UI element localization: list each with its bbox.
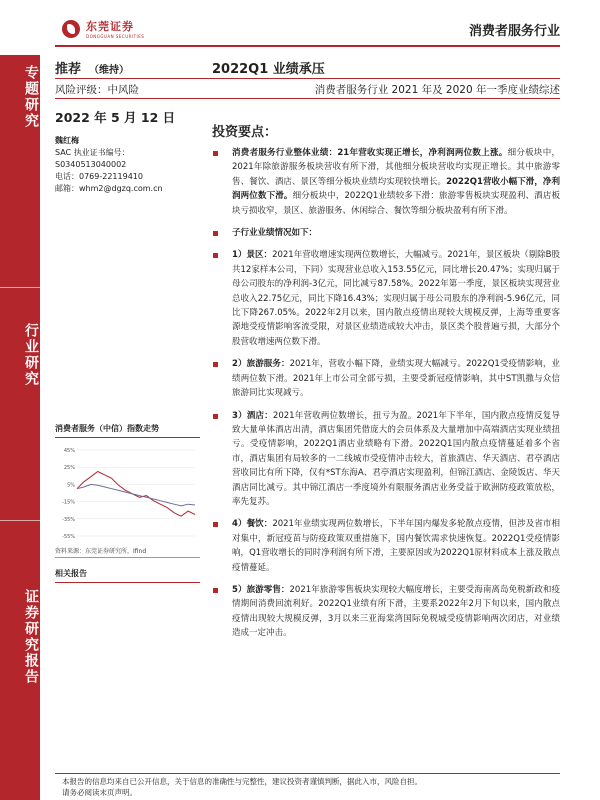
title-divider [55, 78, 560, 79]
y-tick-label: -15% [62, 499, 75, 506]
band-label-industry: 行业研究 [23, 323, 39, 387]
investment-points [212, 146, 560, 649]
report-date: 2022 年 5 月 12 日 [55, 110, 176, 125]
side-band [0, 55, 40, 800]
band-separator [0, 520, 40, 521]
sub-industry-title: 子行业业绩情况如下： [232, 228, 318, 239]
summary-text: 细分板块中，2021年除旅游服务板块营收有所下滑，其他细分板块营收均实现正增长。其中旅游零售、餐饮、酒店、景区等细分板块业绩均实现较快增长。 [232, 148, 560, 187]
analyst-email[interactable]: 邮箱：whm2@dgzq.com.cn [55, 184, 163, 193]
travel-retail-paragraph [212, 583, 560, 641]
hotel-paragraph [212, 409, 560, 510]
catering-text: 2021年业绩实现两位数增长，下半年国内爆发多轮散点疫情，但涉及省市相对集中，新冠疫苗与防疫政策双重措施下，国内餐饮需求快速恢复。2022Q1受疫情影响，Q1营收增长的同时净利润有所下滑，主要原因或为2022Q1原材料成本上涨及散点疫情蔓延。 [232, 519, 560, 573]
band-label-special: 专题研究 [23, 65, 39, 129]
company-logo [62, 18, 144, 39]
index-chart [55, 423, 200, 558]
disclaimer-note: 请务必阅读末页声明。 [62, 788, 137, 797]
chart-source: 资料来源：东莞证券研究所，Ifind [55, 546, 200, 558]
catering-label: 4）餐饮： [232, 519, 273, 530]
rating-status: （维持） [89, 65, 130, 76]
footer-divider [55, 773, 560, 774]
y-tick-label: -55% [62, 534, 75, 540]
cert-label: SAC 执业证书编号： [55, 148, 130, 157]
band-separator [0, 287, 40, 288]
travel-retail-text: 2021年旅游零售板块实现较大幅度增长，主要受海南离岛免税新政和疫情期间消费回流利好。2022Q1业绩有所下滑，主要系2022年2月下旬以来，国内散点疫情出现较大规模反弹，3月以来三亚海棠湾国际免税城受疫情影响两次闭店，对业绩造成一定冲击。 [232, 584, 561, 639]
chart-title: 消费者服务（中信）指数走势 [55, 423, 200, 438]
risk-rating: 风险评级：中风险 [55, 84, 139, 96]
travel-service-paragraph [212, 357, 560, 400]
y-tick-label: 5% [67, 482, 75, 489]
y-tick-label: 45% [63, 448, 75, 454]
logo-icon [62, 20, 80, 38]
report-subtitle: 消费者服务行业 2021 年及 2020 年一季度业绩综述 [314, 84, 560, 96]
index-chart-plot [55, 444, 200, 544]
summary-paragraph [212, 146, 560, 218]
report-title: 2022Q1 业绩承压 [212, 62, 325, 77]
hotel-text: 2021年营收两位数增长，扭亏为盈。2021年下半年，国内散点疫情反复导致大量单体酒店出清，酒店集团凭借庞大的会员体系及大量增加中高端酒店实现业绩扭亏。受疫情影响，2022Q1酒店业绩略有下滑。2022Q1国内散点疫情蔓延着多个省市，酒店集团有局较多的一二线城市受疫情冲击较大，首旅酒店、华天酒店、君亭酒店营收同比有所下降，仅有*ST东海A、君亭酒店实现盈利，但锦江酒店、金陵饭店、华天酒店同比减亏。其中锦江酒店一季度境外有限服务酒店业务受益于欧洲防疫政策放松，率先复苏。 [232, 410, 560, 507]
summary-headline-q1: 2022Q1营收小幅下滑，净利润两位数下滑。 [232, 176, 560, 202]
hotel-label: 3）酒店： [232, 410, 273, 421]
related-reports-heading: 相关报告 [55, 568, 200, 583]
subtitle-divider [55, 98, 560, 99]
header-divider [55, 45, 560, 47]
series-line [77, 472, 195, 517]
header-industry: 消费者服务行业 [468, 24, 560, 39]
disclaimer-text: 本报告的信息均来自已公开信息，关于信息的准确性与完整性，建议投资者谨慎判断，据此入市，风险自担。 [62, 777, 422, 786]
investment-points-title: 投资要点： [212, 125, 278, 140]
cert-number: S0340513040002 [55, 160, 127, 169]
rating [55, 58, 129, 77]
analyst-name: 魏红梅 [55, 136, 79, 145]
scenic-text: 2021年营收增速实现两位数增长，大幅减亏。2021年，景区板块（剔除B股共12家样本公司，下同）实现营业总收入153.55亿元，同比增长20.47%；实现归属于母公司股东的净利润-3亿元，同比减亏87.58%。2022年第一季度，景区板块实现营业总收入22.75亿元，同比下降16.43%；实现归属于母公司股东的净利润-5.96亿元，同比下降267.05%。2022年2月以来，国内散点疫情出现较大规模反弹，上海等重要客源地受疫情影响客流受限，对景区业绩造成较大冲击，景区类个股普遍亏损，大部分个股营收增速两位数下滑。 [232, 250, 560, 347]
travel-retail-label: 5）旅游零售： [232, 584, 290, 595]
scenic-label: 1）景区： [232, 250, 273, 261]
travel-service-label: 2）旅游服务： [232, 359, 290, 370]
rating-label: 推荐 [55, 62, 82, 77]
travel-service-text: 2021年，营收小幅下降，业绩实现大幅减亏。2022Q1受疫情影响，业绩两位数下滑。2021年上市公司全部亏损，主要受新冠疫情影响，其中ST凯撒与众信旅游同比实现减亏。 [232, 359, 560, 399]
y-tick-label: -35% [62, 516, 75, 523]
y-tick-label: 25% [63, 465, 75, 472]
summary-text-q1: 细分板块中，2022Q1业绩较多下滑：旅游零售板块实现盈利、酒店板块亏损收窄，景区、旅游服务、休闲综合、餐饮等细分板块盈利有所下滑。 [232, 191, 560, 216]
logo-name-en: DONGGUAN SECURITIES [86, 34, 145, 39]
analyst-phone: 电话：0769-22119410 [55, 172, 143, 181]
footer-disclaimer [62, 776, 422, 798]
band-label-report: 证券研究报告 [23, 589, 39, 685]
analyst-info [55, 135, 163, 195]
series-line [77, 484, 195, 506]
sub-industry-heading [212, 226, 560, 240]
catering-paragraph [212, 517, 560, 575]
logo-name-cn: 东莞证券 [86, 20, 134, 33]
scenic-paragraph [212, 248, 560, 349]
summary-headline: 消费者服务行业整体业绩：21年营收实现正增长，净利润两位数上涨。 [232, 148, 508, 158]
